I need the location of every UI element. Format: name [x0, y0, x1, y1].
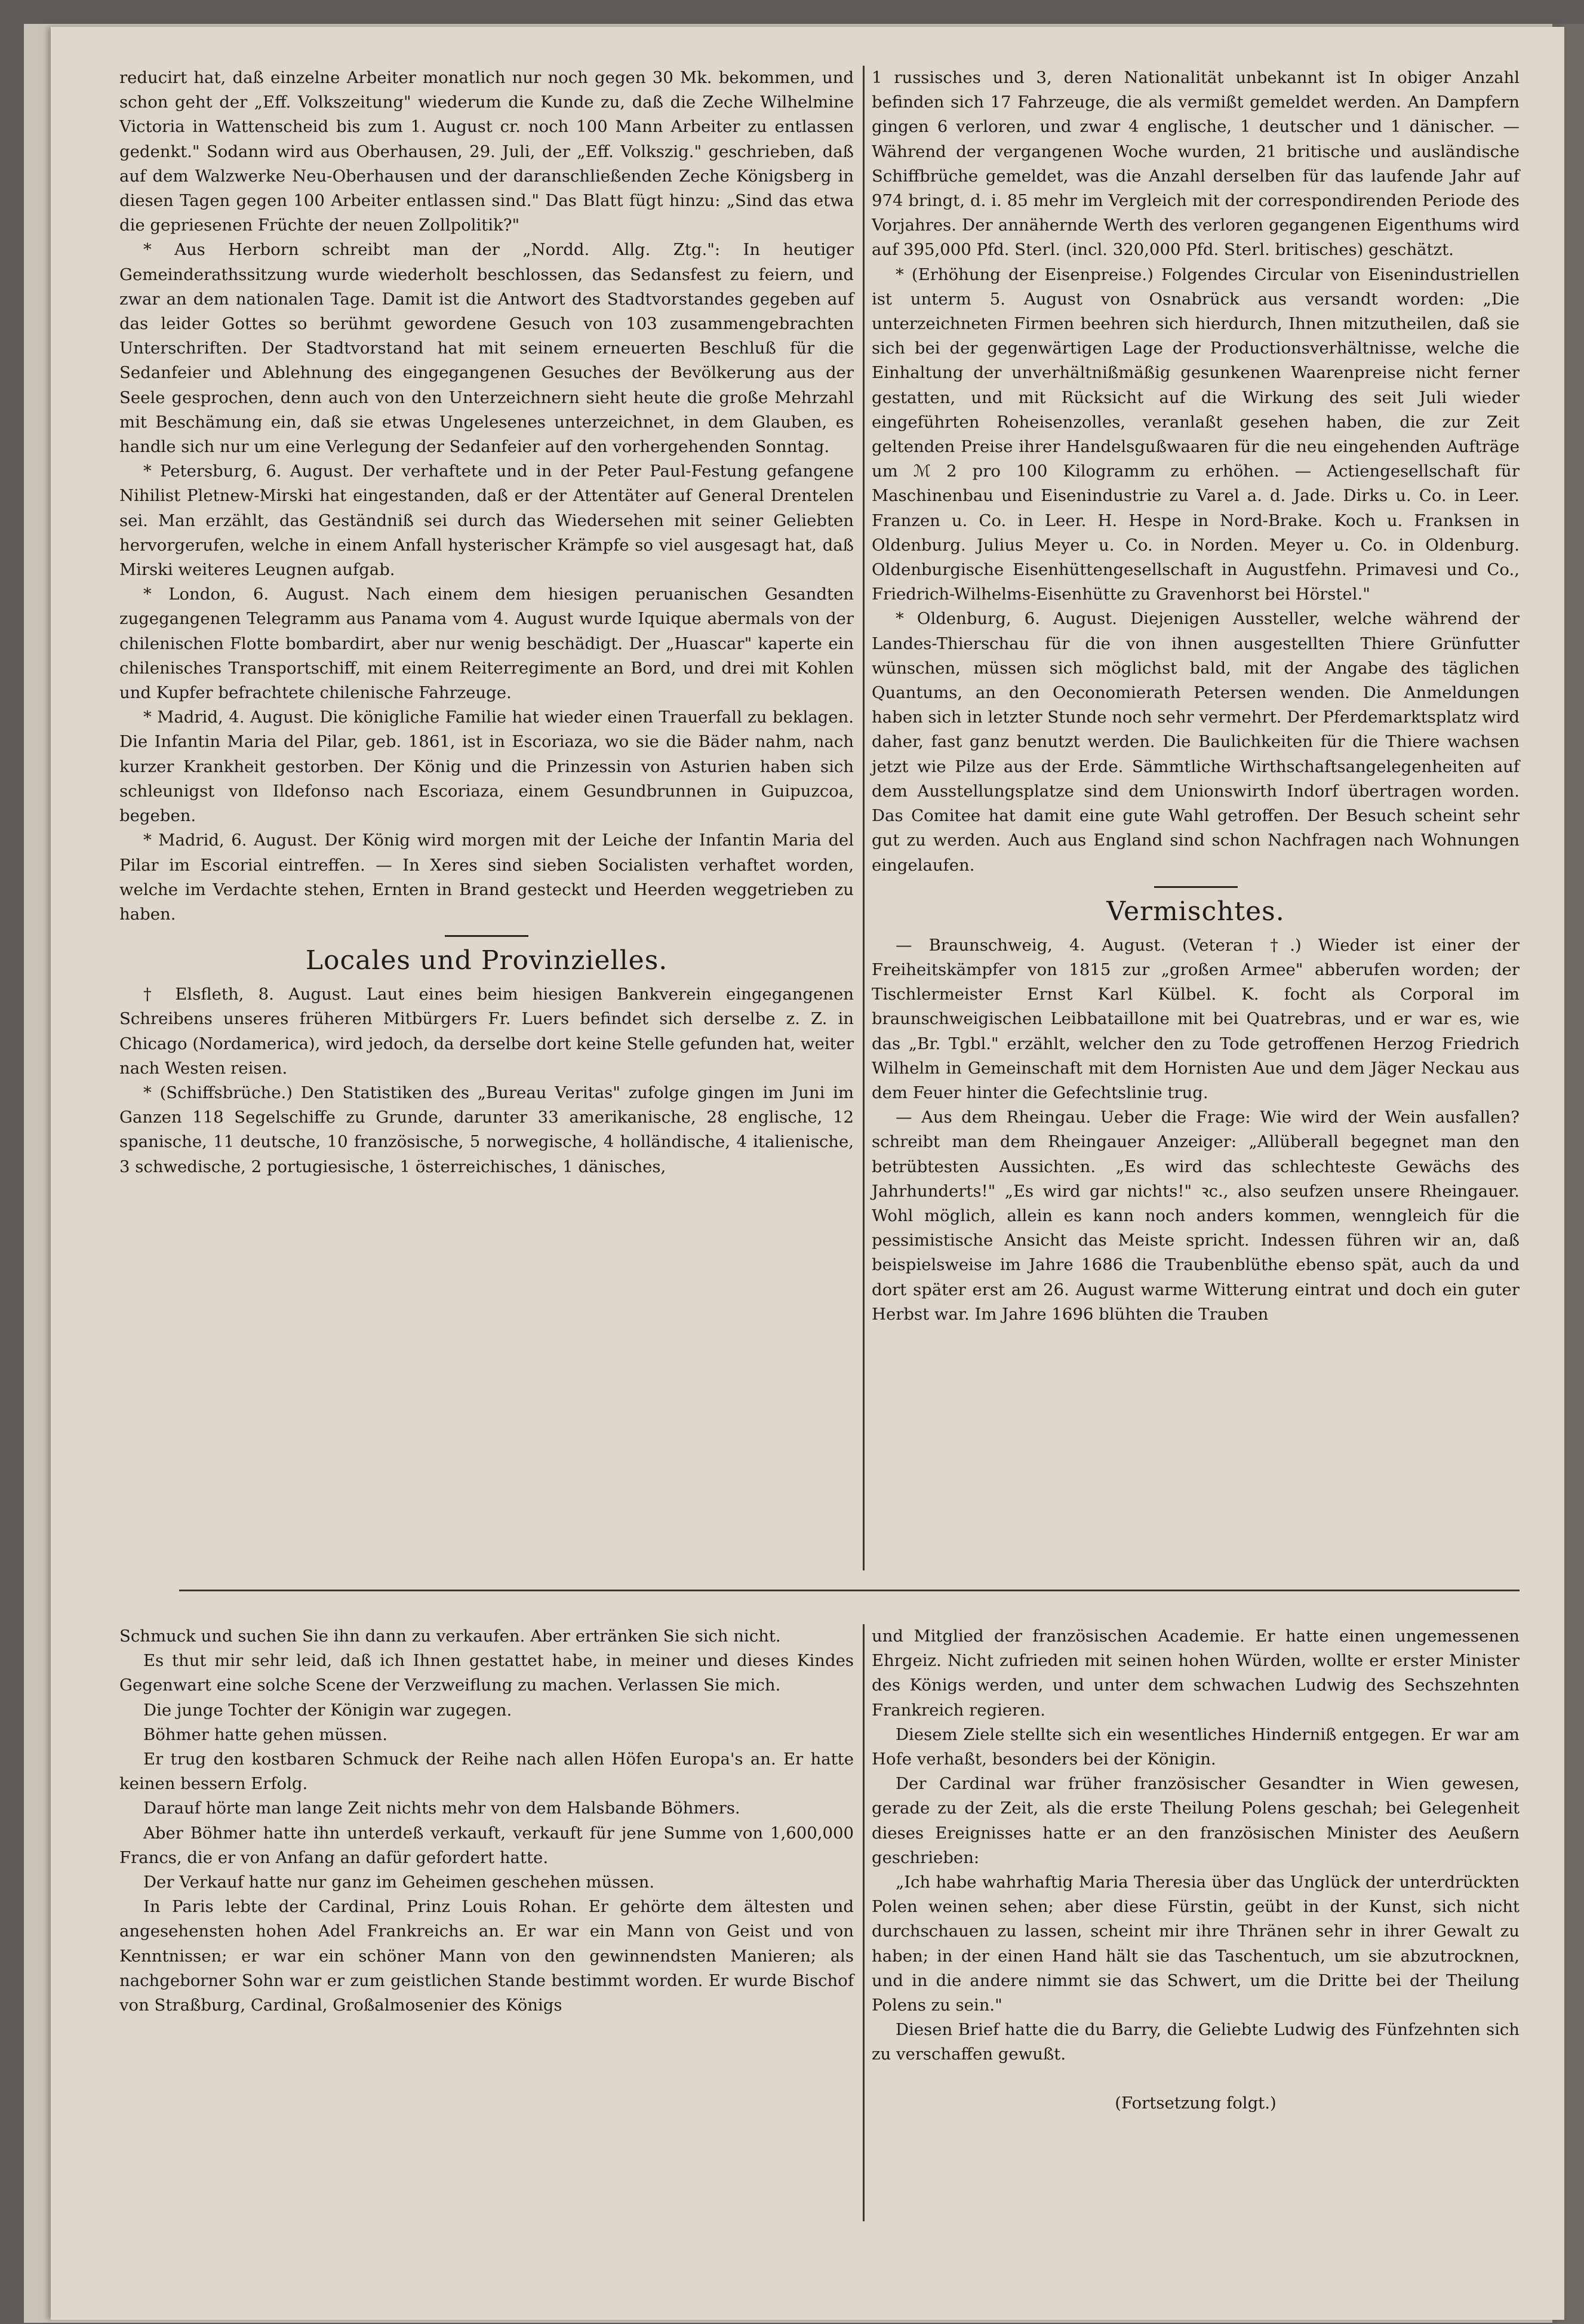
article-madrid-1: * Madrid, 4. August. Die königliche Familie hat wieder einen Trauerfall zu beklagen. Die Infantin Maria del Pilar, geb. 1861, ist in Escoriaza, wo sie die Bäder nahm, nach kurzer Krankheit gestorben. Der König und die Prinzessin von Asturien haben sich schleunigst von Ildefonso nach Escoriaza, einem Gesundbrunnen in Guipuzcoa, begeben.: [119, 708, 854, 826]
column-lower-right: [872, 1624, 1520, 2116]
column-upper-right: [872, 66, 1520, 1327]
section-heading-vermischtes: Vermischtes.: [1106, 896, 1285, 927]
story-paragraph: und Mitglied der französischen Academie. Er hatte einen ungemessenen Ehrgeiz. Nicht zufrieden mit seinen hohen Würden, wollte er erster Minister des Königs werden, und unter dem schwachen Ludwig des Sechszehnten Frankreich regieren.: [872, 1627, 1520, 1720]
article-herborn: * Aus Herborn schreibt man der „Nordd. Allg. Ztg.": In heutiger Gemeinderathssitzung wurde wiederholt beschlossen, das Sedansfest zu feiern, und zwar an dem nationalen Tage. Damit ist die Antwort des Stadtvorstandes gegeben auf das leider Gottes so berühmt gewordene Gesuch von 103 zusammengebrachten Unterschriften. Der Stadtvorstand hat mit seinem erneuerten Beschluß für die Sedanfeier und Ablehnung des eingegangenen Gesuches der Bevölkerung aus der Seele gesprochen, denn auch von den Unterzeichnern sieht heute die große Mehrzahl mit Beschämung ein, daß sie etwas Ungelesenes unterzeichnet, in dem Glauben, es handle sich nur um eine Verlegung der Sedanfeier auf den vorhergehenden Sonntag.: [119, 240, 854, 457]
story-paragraph: Es thut mir sehr leid, daß ich Ihnen gestattet habe, in meiner und dieses Kindes Gegenwart eine solche Scene der Verzweiflung zu machen. Verlassen Sie mich.: [119, 1651, 854, 1695]
article-london: * London, 6. August. Nach einem dem hiesigen peruanischen Gesandten zugegangenen Telegramm aus Panama vom 4. August wurde Iquique abermals von der chilenischen Flotte bombardirt, aber nur wenig beschädigt. Der „Huascar" kaperte ein chilenisches Transportschiff, mit einem Reiterregimente an Bord, und drei mit Kohlen und Kupfer befrachtete chilenische Fahrzeuge.: [119, 585, 854, 703]
story-paragraph: Der Cardinal war früher französischer Gesandter in Wien gewesen, gerade zu der Zeit, als die erste Theilung Polens geschah; bei Gelegenheit dieses Ereignisses hatte er an den französischen Minister des Aeußern geschrieben:: [872, 1774, 1520, 1867]
section-heading-locales: Locales und Provinzielles.: [305, 945, 668, 976]
story-paragraph: Diesen Brief hatte die du Barry, die Geliebte Ludwig des Fünfzehnten sich zu verschaffen gewußt.: [872, 2020, 1520, 2064]
article-paragraph: 1 russisches und 3, deren Nationalität unbekannt ist In obiger Anzahl befinden sich 17 Fahrzeuge, die als vermißt gemeldet werden. An Dampfern gingen 6 verloren, und zwar 4 englische, 1 deutscher und 1 dänischer. — Während der vergangenen Woche wurden, 21 britische und ausländische Schiffbrüche gemeldet, was die Anzahl derselben für das laufende Jahr auf 974 bringt, d. i. 85 mehr im Vergleich mit der correspondirenden Periode des Vorjahres. Der annähernde Werth des verloren gegangenen Eigenthums wird auf 395,000 Pfd. Sterl. (incl. 320,000 Pfd. Sterl. britisches) geschätzt.: [872, 68, 1520, 260]
article-petersburg: * Petersburg, 6. August. Der verhaftete und in der Peter Paul-Festung gefangene Nihilist Pletnew-Mirski hat eingestanden, daß er der Attentäter auf General Drentelen sei. Man erzählt, das Geständniß sei durch das Wiedersehen mit seiner Geliebten hervorgerufen, welche in einem Anfall hysterischer Krämpfe so viel ausgesagt hat, daß Mirski weiteres Leugnen aufgab.: [119, 462, 854, 580]
article-eisenpreise: * (Erhöhung der Eisenpreise.) Folgendes Circular von Eisenindustriellen ist unterm 5. August von Osnabrück aus versandt worden: „Die unterzeichneten Firmen beehren sich hierdurch, Ihnen mitzutheilen, daß sie sich bei der gegenwärtigen Lage der Productionsverhältnisse, welche die Einhaltung der unverhältnißmäßig gesunkenen Waarenpreise nicht ferner gestatten, und mit Rücksicht auf die Wirkung des seit Juli wieder eingeführten Roheisenzolles, veranlaßt gesehen haben, die zur Zeit geltenden Preise ihrer Handelsgußwaaren für die neu eingehenden Aufträge um ℳ 2 pro 100 Kilogramm zu erhöhen. — Actiengesellschaft für Maschinenbau und Eisenindustrie zu Varel a. d. Jade. Dirks u. Co. in Leer. Franzen u. Co. in Leer. H. Hespe in Nord-Brake. Koch u. Franksen in Oldenburg. Julius Meyer u. Co. in Norden. Meyer u. Co. in Oldenburg. Oldenburgische Eisenhüttengesellschaft in Augustfehn. Primavesi und Co., Friedrich-Wilhelms-Eisenhütte zu Gravenhorst bei Hörstel.": [872, 265, 1520, 604]
story-paragraph: Aber Böhmer hatte ihn unterdeß verkauft, verkauft für jene Summe von 1,600,000 Francs, die er von Anfang an dafür gefordert hatte.: [119, 1823, 854, 1867]
feuilleton-separator: [179, 1590, 1520, 1591]
story-paragraph: Die junge Tochter der Königin war zugegen.: [143, 1700, 512, 1720]
article-braunschweig: — Braunschweig, 4. August. (Veteran †.) Wieder ist einer der Freiheitskämpfer von 1815 zur „großen Armee" abberufen worden; der Tischlermeister Ernst Karl Külbel. K. focht als Corporal im braunschweigischen Leibbataillone mit bei Quatrebras, und er war es, wie das „Br. Tgbl." erzählt, welcher den zu Tode getroffenen Herzog Friedrich Wilhelm in Gemeinschaft mit dem Hornisten Aue und dem Jäger Neckau aus dem Feuer hinter die Gefechtslinie trug.: [872, 935, 1520, 1102]
column-lower-left: [119, 1624, 854, 2018]
story-paragraph: Darauf hörte man lange Zeit nichts mehr von dem Halsbande Böhmers.: [143, 1799, 740, 1818]
article-rheingau: — Aus dem Rheingau. Ueber die Frage: Wie wird der Wein ausfallen? schreibt man dem Rheingauer Anzeiger: „Allüberall begegnet man den betrübtesten Aussichten. „Es wird das schlechteste Gewächs des Jahrhunderts!" „Es wird gar nichts!" ꝛc., also seufzen unsere Rheingauer. Wohl möglich, allein es kann noch anders kommen, wenngleich für die pessimistische Ansicht das Meiste spricht. Indessen führen wir an, daß beispielsweise im Jahre 1686 die Traubenblüthe ebenso spät, auch da und dort später erst am 26. August warme Witterung eintrat und doch ein guter Herbst war. Im Jahre 1696 blühten die Trauben: [872, 1108, 1520, 1324]
column-rule-lower: [863, 1624, 865, 2221]
story-paragraph: Schmuck und suchen Sie ihn dann zu verkaufen. Aber ertränken Sie sich nicht.: [119, 1627, 781, 1646]
article-paragraph: reducirt hat, daß einzelne Arbeiter monatlich nur noch gegen 30 Mk. bekommen, und schon geht der „Eff. Volkszeitung" wiederum die Kunde zu, daß die Zeche Wilhelmine Victoria in Wattenscheid bis zum 1. August cr. noch 100 Mann Arbeiter zu entlassen gedenkt." Sodann wird aus Oberhausen, 29. Juli, der „Eff. Volkszig." geschrieben, daß auf dem Walzwerke Neu-Oberhausen und der daranschließenden Zeche Königsberg in diesen Tagen gegen 100 Arbeiter entlassen sind." Das Blatt fügt hinzu: „Sind das etwa die gepriesenen Früchte der neuen Zollpolitik?": [119, 68, 854, 235]
continuation-note: (Fortsetzung folgt.): [1115, 2093, 1277, 2113]
story-paragraph: In Paris lebte der Cardinal, Prinz Louis Rohan. Er gehörte dem ältesten und angesehensten hohen Adel Frankreichs an. Er war ein Mann von Geist und von Kenntnissen; er war ein schöner Mann von den gewinnendsten Manieren; als nachgeborner Sohn war er zum geistlichen Stande bestimmt worden. Er wurde Bischof von Straßburg, Cardinal, Großalmosenier des Königs: [119, 1897, 854, 2015]
article-oldenburg: * Oldenburg, 6. August. Diejenigen Aussteller, welche während der Landes-Thierschau für die von ihnen ausgestellten Thiere Grünfutter wünschen, müssen sich möglichst bald, mit der Angabe des täglichen Quantums, an den Oeconomierath Petersen wenden. Die Anmeldungen haben sich in letzter Stunde noch sehr vermehrt. Der Pferdemarktsplatz wird daher, fast ganz benutzt werden. Die Baulichkeiten für die Thiere wachsen jetzt wie Pilze aus der Erde. Sämmtliche Wirthschaftsangelegenheiten auf dem Ausstellungsplatze sind dem Unionswirth Indorf übertragen worden. Das Comitee hat damit eine gute Wahl getroffen. Der Besuch scheint sehr gut zu werden. Auch aus England sind schon Nachfragen nach Wohnungen eingelaufen.: [872, 609, 1520, 875]
section-rule: [1154, 886, 1238, 888]
article-schiffsbrueche: * (Schiffsbrüche.) Den Statistiken des „Bureau Veritas" zufolge gingen im Juni im Ganzen 118 Segelschiffe zu Grunde, darunter 33 amerikanische, 28 englische, 12 spanische, 11 deutsche, 10 französische, 5 norwegische, 4 holländische, 4 italienische, 3 schwedische, 2 portugiesische, 1 österreichisches, 1 dänisches,: [119, 1083, 854, 1176]
story-paragraph: Er trug den kostbaren Schmuck der Reihe nach allen Höfen Europa's an. Er hatte keinen bessern Erfolg.: [119, 1750, 854, 1794]
story-paragraph: Der Verkauf hatte nur ganz im Geheimen geschehen müssen.: [143, 1873, 655, 1892]
article-madrid-2: * Madrid, 6. August. Der König wird morgen mit der Leiche der Infantin Maria del Pilar im Escorial eintreffen. — In Xeres sind sieben Socialisten verhaftet worden, welche im Verdachte stehen, Ernten in Brand gesteckt und Heerden weggetrieben zu haben.: [119, 831, 854, 924]
column-upper-left: [119, 66, 854, 1179]
story-quote: „Ich habe wahrhaftig Maria Theresia über das Unglück der unterdrückten Polen weinen sehen; aber diese Fürstin, geübt in der Kunst, sich nicht durchschauen zu lassen, scheint mir ihre Thränen sehr in ihrer Gewalt zu haben; in der einen Hand hält sie das Taschentuch, um sie abzutrocknen, und in die andere nimmt sie das Schwert, um die Dritte bei der Theilung Polens zu sein.": [872, 1873, 1520, 2015]
article-elsfleth: † Elsfleth, 8. August. Laut eines beim hiesigen Bankverein eingegangenen Schreibens unseres früheren Mitbürgers Fr. Luers befindet sich derselbe z. Z. in Chicago (Nordamerica), wird jedoch, da derselbe dort keine Stelle gefunden hat, weiter nach Westen reisen.: [119, 985, 854, 1078]
story-paragraph: Böhmer hatte gehen müssen.: [143, 1724, 387, 1744]
section-rule: [445, 935, 528, 937]
column-rule-upper: [863, 66, 865, 1570]
story-paragraph: Diesem Ziele stellte sich ein wesentliches Hinderniß entgegen. Er war am Hofe verhaßt, besonders bei der Königin.: [872, 1724, 1520, 1769]
